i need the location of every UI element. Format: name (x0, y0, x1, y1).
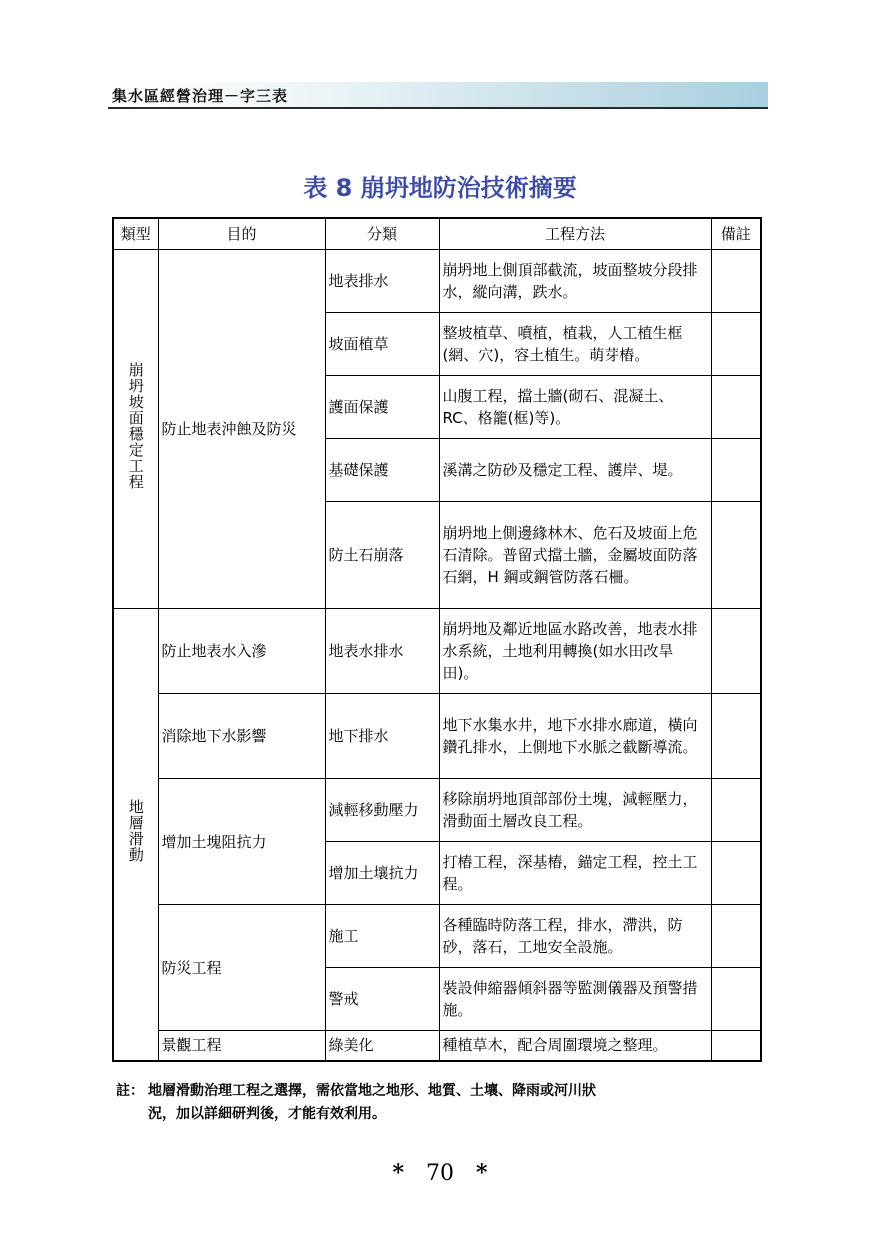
type-cell (113, 250, 158, 609)
running-header (108, 82, 768, 109)
table-row (113, 779, 761, 842)
category-cell: 警戒 (325, 968, 439, 1031)
remark-cell (711, 1031, 761, 1061)
table-row (113, 250, 761, 313)
column-header: 分類 (325, 218, 439, 250)
footnote-line2: 況，加以詳細研判後，才能有效利用。 (148, 1106, 386, 1122)
remark-cell (711, 905, 761, 968)
star-glyph-right: * (476, 1160, 488, 1186)
category-cell: 護面保護 (325, 376, 439, 439)
table-row (113, 1031, 761, 1061)
purpose-cell: 防止地表沖蝕及防災 (158, 250, 325, 609)
method-cell: 打樁工程，深基樁，錨定工程，控土工程。 (439, 842, 711, 905)
method-cell: 種植草木，配合周圍環境之整理。 (439, 1031, 711, 1061)
method-cell: 崩坍地上側邊緣林木、危石及坡面上危石清除。普留式擋土牆，金屬坡面防落石網，H 鋼或鋼管防落石柵。 (439, 502, 711, 609)
method-cell: 裝設伸縮器傾斜器等監測儀器及預警措施。 (439, 968, 711, 1031)
remark-cell (711, 376, 761, 439)
method-cell: 地下水集水井，地下水排水廊道，橫向鑽孔排水，上側地下水脈之截斷導流。 (439, 694, 711, 779)
category-cell: 施工 (325, 905, 439, 968)
remark-cell (711, 439, 761, 502)
category-cell: 減輕移動壓力 (325, 779, 439, 842)
category-cell: 綠美化 (325, 1031, 439, 1061)
summary-table (112, 217, 762, 1062)
type-label: 崩坍坡面穩定工程 (126, 362, 145, 490)
category-cell: 地表水排水 (325, 609, 439, 694)
category-cell: 防土石崩落 (325, 502, 439, 609)
purpose-cell: 消除地下水影響 (158, 694, 325, 779)
table-row (113, 609, 761, 694)
category-cell: 基礎保護 (325, 439, 439, 502)
running-header-text: 集水區經營治理－字三表 (112, 87, 289, 105)
remark-cell (711, 313, 761, 376)
column-header: 目的 (158, 218, 325, 250)
footnote (116, 1080, 776, 1126)
category-cell: 增加土壤抗力 (325, 842, 439, 905)
method-cell: 溪溝之防砂及穩定工程、護岸、堤。 (439, 439, 711, 502)
column-header: 備註 (711, 218, 761, 250)
footnote-line1: 地層滑動治理工程之選擇，需依當地之地形、地質、土壤、降雨或河川狀 (148, 1083, 596, 1099)
column-header: 工程方法 (439, 218, 711, 250)
purpose-cell: 防災工程 (158, 905, 325, 1031)
purpose-cell: 景觀工程 (158, 1031, 325, 1061)
method-cell: 整坡植草、噴植，植栽，人工植生框(網、穴)，容土植生。萌芽樁。 (439, 313, 711, 376)
remark-cell (711, 694, 761, 779)
method-cell: 崩坍地上側頂部截流，坡面整坡分段排水，縱向溝，跌水。 (439, 250, 711, 313)
method-cell: 各種臨時防落工程，排水，滯洪，防砂，落石，工地安全設施。 (439, 905, 711, 968)
remark-cell (711, 779, 761, 842)
table-row (113, 905, 761, 968)
type-label: 地層滑動 (126, 799, 145, 864)
page-number-value: 70 (426, 1161, 454, 1186)
category-cell: 地下排水 (325, 694, 439, 779)
table-header-row (113, 218, 761, 250)
remark-cell (711, 842, 761, 905)
column-header: 類型 (113, 218, 158, 250)
table-title: 表 8 崩坍地防治技術摘要 (303, 174, 577, 202)
page-number (0, 1160, 880, 1186)
remark-cell (711, 968, 761, 1031)
star-glyph-left: * (392, 1160, 404, 1186)
remark-cell (711, 250, 761, 313)
type-cell (113, 609, 158, 1061)
table-row (113, 694, 761, 779)
remark-cell (711, 502, 761, 609)
remark-cell (711, 609, 761, 694)
category-cell: 地表排水 (325, 250, 439, 313)
footnote-label: 註： (116, 1083, 144, 1099)
purpose-cell: 防止地表水入滲 (158, 609, 325, 694)
method-cell: 崩坍地及鄰近地區水路改善，地表水排水系統，土地利用轉換(如水田改旱田)。 (439, 609, 711, 694)
category-cell: 坡面植草 (325, 313, 439, 376)
purpose-cell: 增加土塊阻抗力 (158, 779, 325, 905)
method-cell: 移除崩坍地頂部部份土塊，減輕壓力，滑動面土層改良工程。 (439, 779, 711, 842)
method-cell: 山腹工程，擋土牆(砌石、混凝土、RC、格籠(框)等)。 (439, 376, 711, 439)
